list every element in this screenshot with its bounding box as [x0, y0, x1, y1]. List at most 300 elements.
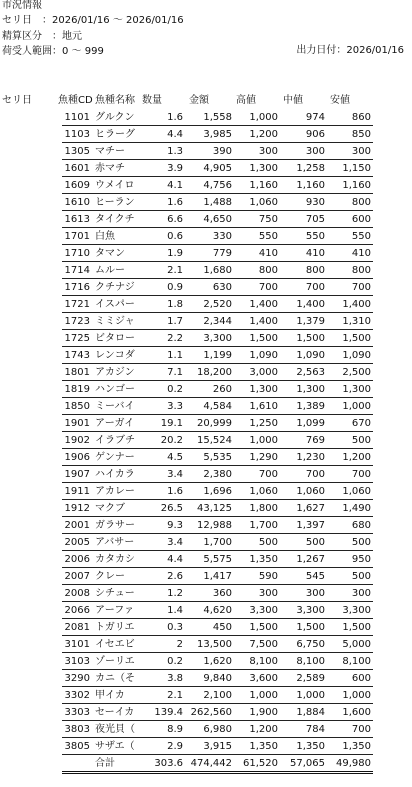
mid-price: 784	[305, 724, 325, 735]
amount: 5,575	[203, 554, 232, 565]
mid-price: 500	[305, 537, 325, 548]
fish-name: ヒーラン	[95, 197, 135, 208]
fish-name: アーファ	[95, 605, 134, 616]
table-row	[62, 449, 373, 466]
low-price: 1,090	[342, 350, 371, 361]
table-row	[62, 687, 373, 704]
low-price: 700	[351, 282, 371, 293]
fish-code: 3290	[64, 673, 90, 684]
mid-price: 1,090	[296, 350, 325, 361]
output-date: 出力日付：2026/01/16	[296, 45, 404, 56]
high-price: 1,060	[249, 486, 278, 497]
col-mid: 中値	[283, 95, 303, 106]
report-title: 市況情報	[2, 0, 42, 11]
amount: 2,344	[203, 316, 232, 327]
fish-name: ムルー	[95, 265, 125, 276]
high-price: 700	[258, 469, 278, 480]
amount: 6,980	[203, 724, 232, 735]
mid-price: 700	[305, 469, 325, 480]
mid-price: 2,563	[296, 367, 325, 378]
quantity: 3.8	[167, 673, 183, 684]
high-price: 1,500	[249, 333, 278, 344]
fish-name: アーガイ	[95, 418, 135, 429]
mid-price: 550	[305, 231, 325, 242]
fish-name: アカレー	[95, 486, 135, 497]
fish-name: サザエ（	[95, 741, 135, 752]
col-qty: 数量	[142, 95, 162, 106]
quantity: 20.2	[160, 435, 183, 446]
low-price: 500	[351, 571, 371, 582]
quantity: 2.9	[167, 741, 183, 752]
fish-code: 1743	[64, 350, 90, 361]
low-price: 800	[351, 197, 371, 208]
mid-price: 1,627	[296, 503, 325, 514]
table-row	[62, 177, 373, 194]
quantity: 6.6	[167, 214, 183, 225]
quantity: 8.9	[167, 724, 183, 735]
quantity: 1.1	[167, 350, 183, 361]
high-price: 300	[258, 146, 278, 157]
high-price: 1,350	[249, 554, 278, 565]
amount: 1,417	[203, 571, 232, 582]
fish-name: トガリエ	[95, 622, 135, 633]
low-price: 1,060	[342, 486, 371, 497]
low-price: 300	[351, 146, 371, 157]
fish-name: ミミジャ	[95, 316, 135, 327]
low-price: 950	[351, 554, 371, 565]
high-price: 590	[258, 571, 278, 582]
high-price: 8,100	[249, 656, 278, 667]
table-row	[62, 517, 373, 534]
fish-name: 赤マチ	[95, 163, 125, 174]
quantity: 2.6	[167, 571, 183, 582]
amount: 4,650	[203, 214, 232, 225]
table-row	[62, 262, 373, 279]
fish-name: ビタロー	[95, 333, 135, 344]
amount: 1,696	[203, 486, 232, 497]
col-amount: 金額	[189, 95, 209, 106]
high-price: 1,060	[249, 197, 278, 208]
amount: 12,988	[197, 520, 232, 531]
fish-name: レンコダ	[95, 350, 135, 361]
high-price: 1,400	[249, 316, 278, 327]
table-row	[62, 500, 373, 517]
col-high: 高値	[236, 95, 256, 106]
mid-price: 974	[305, 112, 325, 123]
low-price: 1,350	[342, 741, 371, 752]
quantity: 26.5	[160, 503, 183, 514]
high-price: 1,500	[249, 622, 278, 633]
fish-code: 1701	[64, 231, 90, 242]
fish-code: 1725	[64, 333, 90, 344]
low-price: 1,000	[342, 690, 371, 701]
high-price: 1,350	[249, 741, 278, 752]
mid-price: 705	[305, 214, 325, 225]
fish-code: 2001	[64, 520, 90, 531]
amount: 1,488	[203, 197, 232, 208]
fish-code: 1907	[64, 469, 90, 480]
amount: 9,840	[203, 673, 232, 684]
quantity: 2.1	[167, 265, 183, 276]
table-row	[62, 126, 373, 143]
quantity: 2	[176, 639, 183, 650]
quantity: 4.4	[167, 554, 183, 565]
amount: 3,915	[203, 741, 232, 752]
table-row	[62, 738, 373, 755]
low-price: 1,310	[342, 316, 371, 327]
fish-name: ヒラーグ	[95, 129, 135, 140]
high-price: 1,300	[249, 384, 278, 395]
quantity: 0.6	[167, 231, 183, 242]
quantity: 4.5	[167, 452, 183, 463]
fish-code: 1850	[64, 401, 90, 412]
quantity: 0.2	[167, 384, 183, 395]
quantity: 0.9	[167, 282, 183, 293]
table-row	[62, 245, 373, 262]
table-row	[62, 415, 373, 432]
mid-price: 1,060	[296, 486, 325, 497]
total-mid: 57,065	[290, 758, 325, 769]
fish-code: 1819	[64, 384, 90, 395]
mid-price: 1,389	[296, 401, 325, 412]
fish-code: 2008	[64, 588, 90, 599]
high-price: 1,700	[249, 520, 278, 531]
high-price: 1,000	[249, 435, 278, 446]
quantity: 1.4	[167, 605, 183, 616]
low-price: 300	[351, 588, 371, 599]
quantity: 3.4	[167, 469, 183, 480]
quantity: 1.2	[167, 588, 183, 599]
quantity: 0.3	[167, 622, 183, 633]
table-row	[62, 279, 373, 296]
table-row	[62, 381, 373, 398]
low-price: 850	[351, 129, 371, 140]
fish-code: 1710	[64, 248, 90, 259]
fish-name: ハンゴー	[95, 384, 135, 395]
fish-code: 1801	[64, 367, 90, 378]
low-price: 500	[351, 435, 371, 446]
quantity: 1.9	[167, 248, 183, 259]
total-row	[62, 755, 373, 774]
high-price: 800	[258, 265, 278, 276]
fish-name: カニ（そ	[95, 673, 135, 684]
mid-price: 1,258	[296, 163, 325, 174]
auction-date-range: セリ日 ：2026/01/16 〜 2026/01/16	[2, 15, 184, 26]
high-price: 3,000	[249, 367, 278, 378]
fish-name: ガラサー	[95, 520, 135, 531]
amount: 630	[212, 282, 232, 293]
high-price: 1,000	[249, 690, 278, 701]
fish-name: イセエビ	[95, 639, 135, 650]
quantity: 7.1	[167, 367, 183, 378]
low-price: 600	[351, 673, 371, 684]
mid-price: 300	[305, 588, 325, 599]
mid-price: 1,397	[296, 520, 325, 531]
table-row	[62, 483, 373, 500]
fish-code: 2005	[64, 537, 90, 548]
fish-name: ミーバイ	[95, 401, 135, 412]
table-row	[62, 398, 373, 415]
quantity: 3.9	[167, 163, 183, 174]
table-row	[62, 653, 373, 670]
low-price: 1,500	[342, 622, 371, 633]
fish-code: 1723	[64, 316, 90, 327]
low-price: 800	[351, 265, 371, 276]
low-price: 600	[351, 214, 371, 225]
fish-code: 1305	[64, 146, 90, 157]
high-price: 500	[258, 537, 278, 548]
fish-name: ゲンナー	[95, 452, 135, 463]
amount: 4,756	[203, 180, 232, 191]
table-row	[62, 330, 373, 347]
mid-price: 3,300	[296, 605, 325, 616]
table-row	[62, 721, 373, 738]
amount: 360	[212, 588, 232, 599]
low-price: 1,150	[342, 163, 371, 174]
fish-code: 1902	[64, 435, 90, 446]
high-price: 1,000	[249, 112, 278, 123]
low-price: 5,000	[342, 639, 371, 650]
high-price: 1,090	[249, 350, 278, 361]
table-row	[62, 704, 373, 721]
fish-code: 1609	[64, 180, 90, 191]
mid-price: 700	[305, 282, 325, 293]
low-price: 1,490	[342, 503, 371, 514]
fish-name: イラブチ	[95, 435, 135, 446]
quantity: 3.3	[167, 401, 183, 412]
low-price: 3,300	[342, 605, 371, 616]
high-price: 410	[258, 248, 278, 259]
mid-price: 1,884	[296, 707, 325, 718]
col-auction-day: セリ日	[2, 95, 32, 106]
low-price: 670	[351, 418, 371, 429]
amount: 2,100	[203, 690, 232, 701]
high-price: 1,900	[249, 707, 278, 718]
high-price: 300	[258, 588, 278, 599]
table-row	[62, 534, 373, 551]
table-row	[62, 211, 373, 228]
mid-price: 1,400	[296, 299, 325, 310]
mid-price: 6,750	[296, 639, 325, 650]
fish-code: 1901	[64, 418, 90, 429]
quantity: 1.3	[167, 146, 183, 157]
table-row	[62, 585, 373, 602]
fish-code: 1911	[64, 486, 90, 497]
fish-code: 2066	[64, 605, 90, 616]
table-row	[62, 143, 373, 160]
fish-code: 1101	[64, 112, 90, 123]
mid-price: 1,267	[296, 554, 325, 565]
fish-name: クレー	[95, 571, 125, 582]
mid-price: 8,100	[296, 656, 325, 667]
quantity: 1.6	[167, 112, 183, 123]
fish-name: 甲イカ	[95, 690, 125, 701]
table-row	[62, 296, 373, 313]
table-row	[62, 466, 373, 483]
amount: 20,999	[197, 418, 232, 429]
mid-price: 1,230	[296, 452, 325, 463]
amount: 3,985	[203, 129, 232, 140]
amount: 450	[212, 622, 232, 633]
quantity: 1.6	[167, 197, 183, 208]
fish-name: マクブ	[95, 503, 125, 514]
amount: 4,620	[203, 605, 232, 616]
amount: 1,558	[203, 112, 232, 123]
quantity: 139.4	[154, 707, 183, 718]
quantity: 4.4	[167, 129, 183, 140]
fish-code: 2007	[64, 571, 90, 582]
low-price: 1,300	[342, 384, 371, 395]
total-low: 49,980	[336, 758, 371, 769]
table-row	[62, 636, 373, 653]
mid-price: 1,099	[296, 418, 325, 429]
fish-code: 1912	[64, 503, 90, 514]
mid-price: 1,000	[296, 690, 325, 701]
amount: 18,200	[197, 367, 232, 378]
fish-code: 1716	[64, 282, 90, 293]
mid-price: 1,160	[296, 180, 325, 191]
high-price: 1,400	[249, 299, 278, 310]
amount: 1,620	[203, 656, 232, 667]
fish-code: 1714	[64, 265, 90, 276]
mid-price: 1,350	[296, 741, 325, 752]
amount: 4,905	[203, 163, 232, 174]
quantity: 4.1	[167, 180, 183, 191]
high-price: 1,610	[249, 401, 278, 412]
quantity: 2.1	[167, 690, 183, 701]
fish-name: クチナジ	[95, 282, 135, 293]
mid-price: 800	[305, 265, 325, 276]
settlement-category: 精算区分 ：地元	[2, 31, 82, 42]
mid-price: 410	[305, 248, 325, 259]
fish-name: 白魚	[95, 231, 115, 242]
table-row	[62, 228, 373, 245]
amount: 262,560	[190, 707, 232, 718]
amount: 330	[212, 231, 232, 242]
mid-price: 1,500	[296, 333, 325, 344]
table-row	[62, 313, 373, 330]
amount: 779	[212, 248, 232, 259]
fish-code: 1721	[64, 299, 90, 310]
high-price: 1,800	[249, 503, 278, 514]
table-row	[62, 194, 373, 211]
table-row	[62, 602, 373, 619]
low-price: 1,000	[342, 401, 371, 412]
col-name: 魚種名称	[95, 95, 135, 106]
mid-price: 906	[305, 129, 325, 140]
low-price: 550	[351, 231, 371, 242]
mid-price: 1,500	[296, 622, 325, 633]
table-row	[62, 568, 373, 585]
fish-name: イスパー	[95, 299, 135, 310]
quantity: 19.1	[160, 418, 183, 429]
fish-code: 1601	[64, 163, 90, 174]
col-low: 安値	[330, 95, 350, 106]
fish-code: 1610	[64, 197, 90, 208]
table-row	[62, 347, 373, 364]
high-price: 1,160	[249, 180, 278, 191]
high-price: 1,200	[249, 724, 278, 735]
amount: 5,535	[203, 452, 232, 463]
low-price: 410	[351, 248, 371, 259]
fish-name: カタカシ	[95, 554, 135, 565]
quantity: 1.6	[167, 486, 183, 497]
fish-name: タマン	[95, 248, 125, 259]
high-price: 750	[258, 214, 278, 225]
table-row	[62, 619, 373, 636]
fish-code: 1613	[64, 214, 90, 225]
market-table	[0, 109, 412, 774]
mid-price: 2,589	[296, 673, 325, 684]
amount: 1,680	[203, 265, 232, 276]
fish-name: アカジン	[95, 367, 135, 378]
table-row	[62, 670, 373, 687]
amount: 13,500	[197, 639, 232, 650]
table-row	[62, 364, 373, 381]
mid-price: 300	[305, 146, 325, 157]
high-price: 3,600	[249, 673, 278, 684]
quantity: 1.8	[167, 299, 183, 310]
fish-code: 2081	[64, 622, 90, 633]
low-price: 860	[351, 112, 371, 123]
quantity: 9.3	[167, 520, 183, 531]
quantity: 3.4	[167, 537, 183, 548]
low-price: 1,200	[342, 452, 371, 463]
high-price: 550	[258, 231, 278, 242]
table-row	[62, 109, 373, 126]
low-price: 1,160	[342, 180, 371, 191]
fish-name: ハイカラ	[95, 469, 135, 480]
fish-name: グルクン	[95, 112, 135, 123]
fish-name: マチー	[95, 146, 125, 157]
high-price: 1,250	[249, 418, 278, 429]
fish-code: 3803	[64, 724, 90, 735]
fish-name: シチュー	[95, 588, 135, 599]
fish-name: アバサー	[95, 537, 135, 548]
table-row	[62, 551, 373, 568]
fish-code: 3101	[64, 639, 90, 650]
fish-code: 3303	[64, 707, 90, 718]
fish-name: セーイカ	[95, 707, 135, 718]
low-price: 680	[351, 520, 371, 531]
mid-price: 1,300	[296, 384, 325, 395]
amount: 1,199	[203, 350, 232, 361]
low-price: 2,500	[342, 367, 371, 378]
amount: 1,700	[203, 537, 232, 548]
fish-name: ゾーリエ	[95, 656, 135, 667]
high-price: 7,500	[249, 639, 278, 650]
fish-code: 1103	[64, 129, 90, 140]
high-price: 3,300	[249, 605, 278, 616]
table-row	[62, 160, 373, 177]
col-code: 魚種CD	[58, 95, 93, 106]
low-price: 1,400	[342, 299, 371, 310]
quantity: 0.2	[167, 656, 183, 667]
total-high: 61,520	[243, 758, 278, 769]
high-price: 1,200	[249, 129, 278, 140]
fish-code: 3805	[64, 741, 90, 752]
total-label: 合計	[95, 758, 115, 769]
low-price: 1,600	[342, 707, 371, 718]
amount: 260	[212, 384, 232, 395]
fish-code: 2006	[64, 554, 90, 565]
high-price: 1,290	[249, 452, 278, 463]
low-price: 700	[351, 724, 371, 735]
table-row	[62, 432, 373, 449]
fish-name: ウメイロ	[95, 180, 135, 191]
fish-code: 3302	[64, 690, 90, 701]
low-price: 500	[351, 537, 371, 548]
